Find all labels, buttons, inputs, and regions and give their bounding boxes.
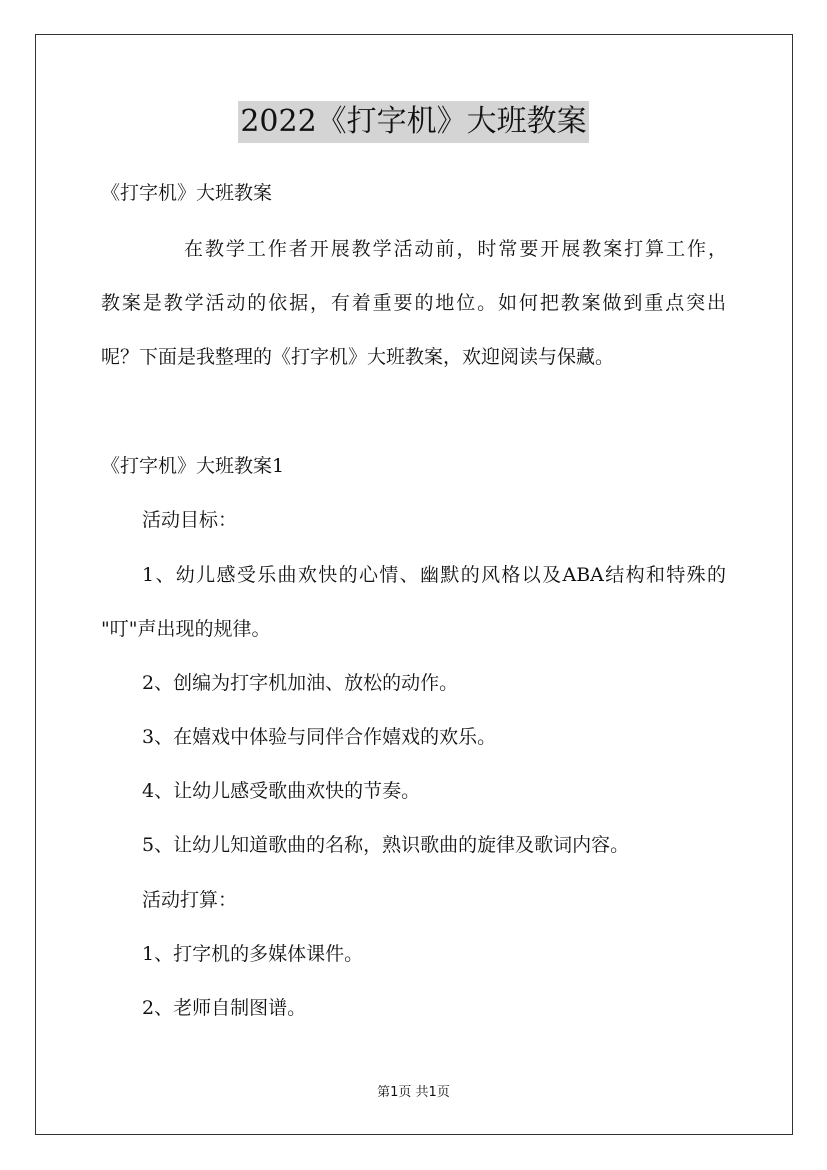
goal-item-3: 3、在嬉戏中体验与同伴合作嬉戏的欢乐。 bbox=[142, 726, 497, 748]
section-heading: 《打字机》大班教案1 bbox=[101, 455, 285, 477]
goal-item-1-cont: "叮"声出现的规律。 bbox=[101, 618, 271, 640]
intro-line-1: 在教学工作者开展教学活动前，时常要开展教案打算工作， bbox=[184, 238, 727, 260]
prep-heading: 活动打算： bbox=[142, 889, 238, 911]
prep-item-1: 1、打字机的多媒体课件。 bbox=[142, 943, 364, 965]
intro-line-2: 教案是教学活动的依据，有着重要的地位。如何把教案做到重点突出 bbox=[101, 292, 726, 314]
intro-line-3: 呢？下面是我整理的《打字机》大班教案，欢迎阅读与保藏。 bbox=[101, 346, 615, 368]
document-subtitle: 《打字机》大班教案 bbox=[101, 182, 273, 204]
document-title-text: 2022《打字机》大班教案 bbox=[238, 101, 588, 143]
page-footer: 第1页 共1页 bbox=[377, 1085, 450, 1100]
prep-item-2: 2、老师自制图谱。 bbox=[142, 997, 307, 1019]
goal-item-5: 5、让幼儿知道歌曲的名称，熟识歌曲的旋律及歌词内容。 bbox=[142, 834, 630, 856]
goal-item-2: 2、创编为打字机加油、放松的动作。 bbox=[142, 672, 459, 694]
document-title bbox=[0, 101, 827, 143]
goal-item-4: 4、让幼儿感受歌曲欢快的节奏。 bbox=[142, 780, 421, 802]
goal-item-1: 1、幼儿感受乐曲欢快的心情、幽默的风格以及ABA结构和特殊的 bbox=[142, 564, 726, 586]
goals-heading: 活动目标： bbox=[142, 509, 238, 531]
